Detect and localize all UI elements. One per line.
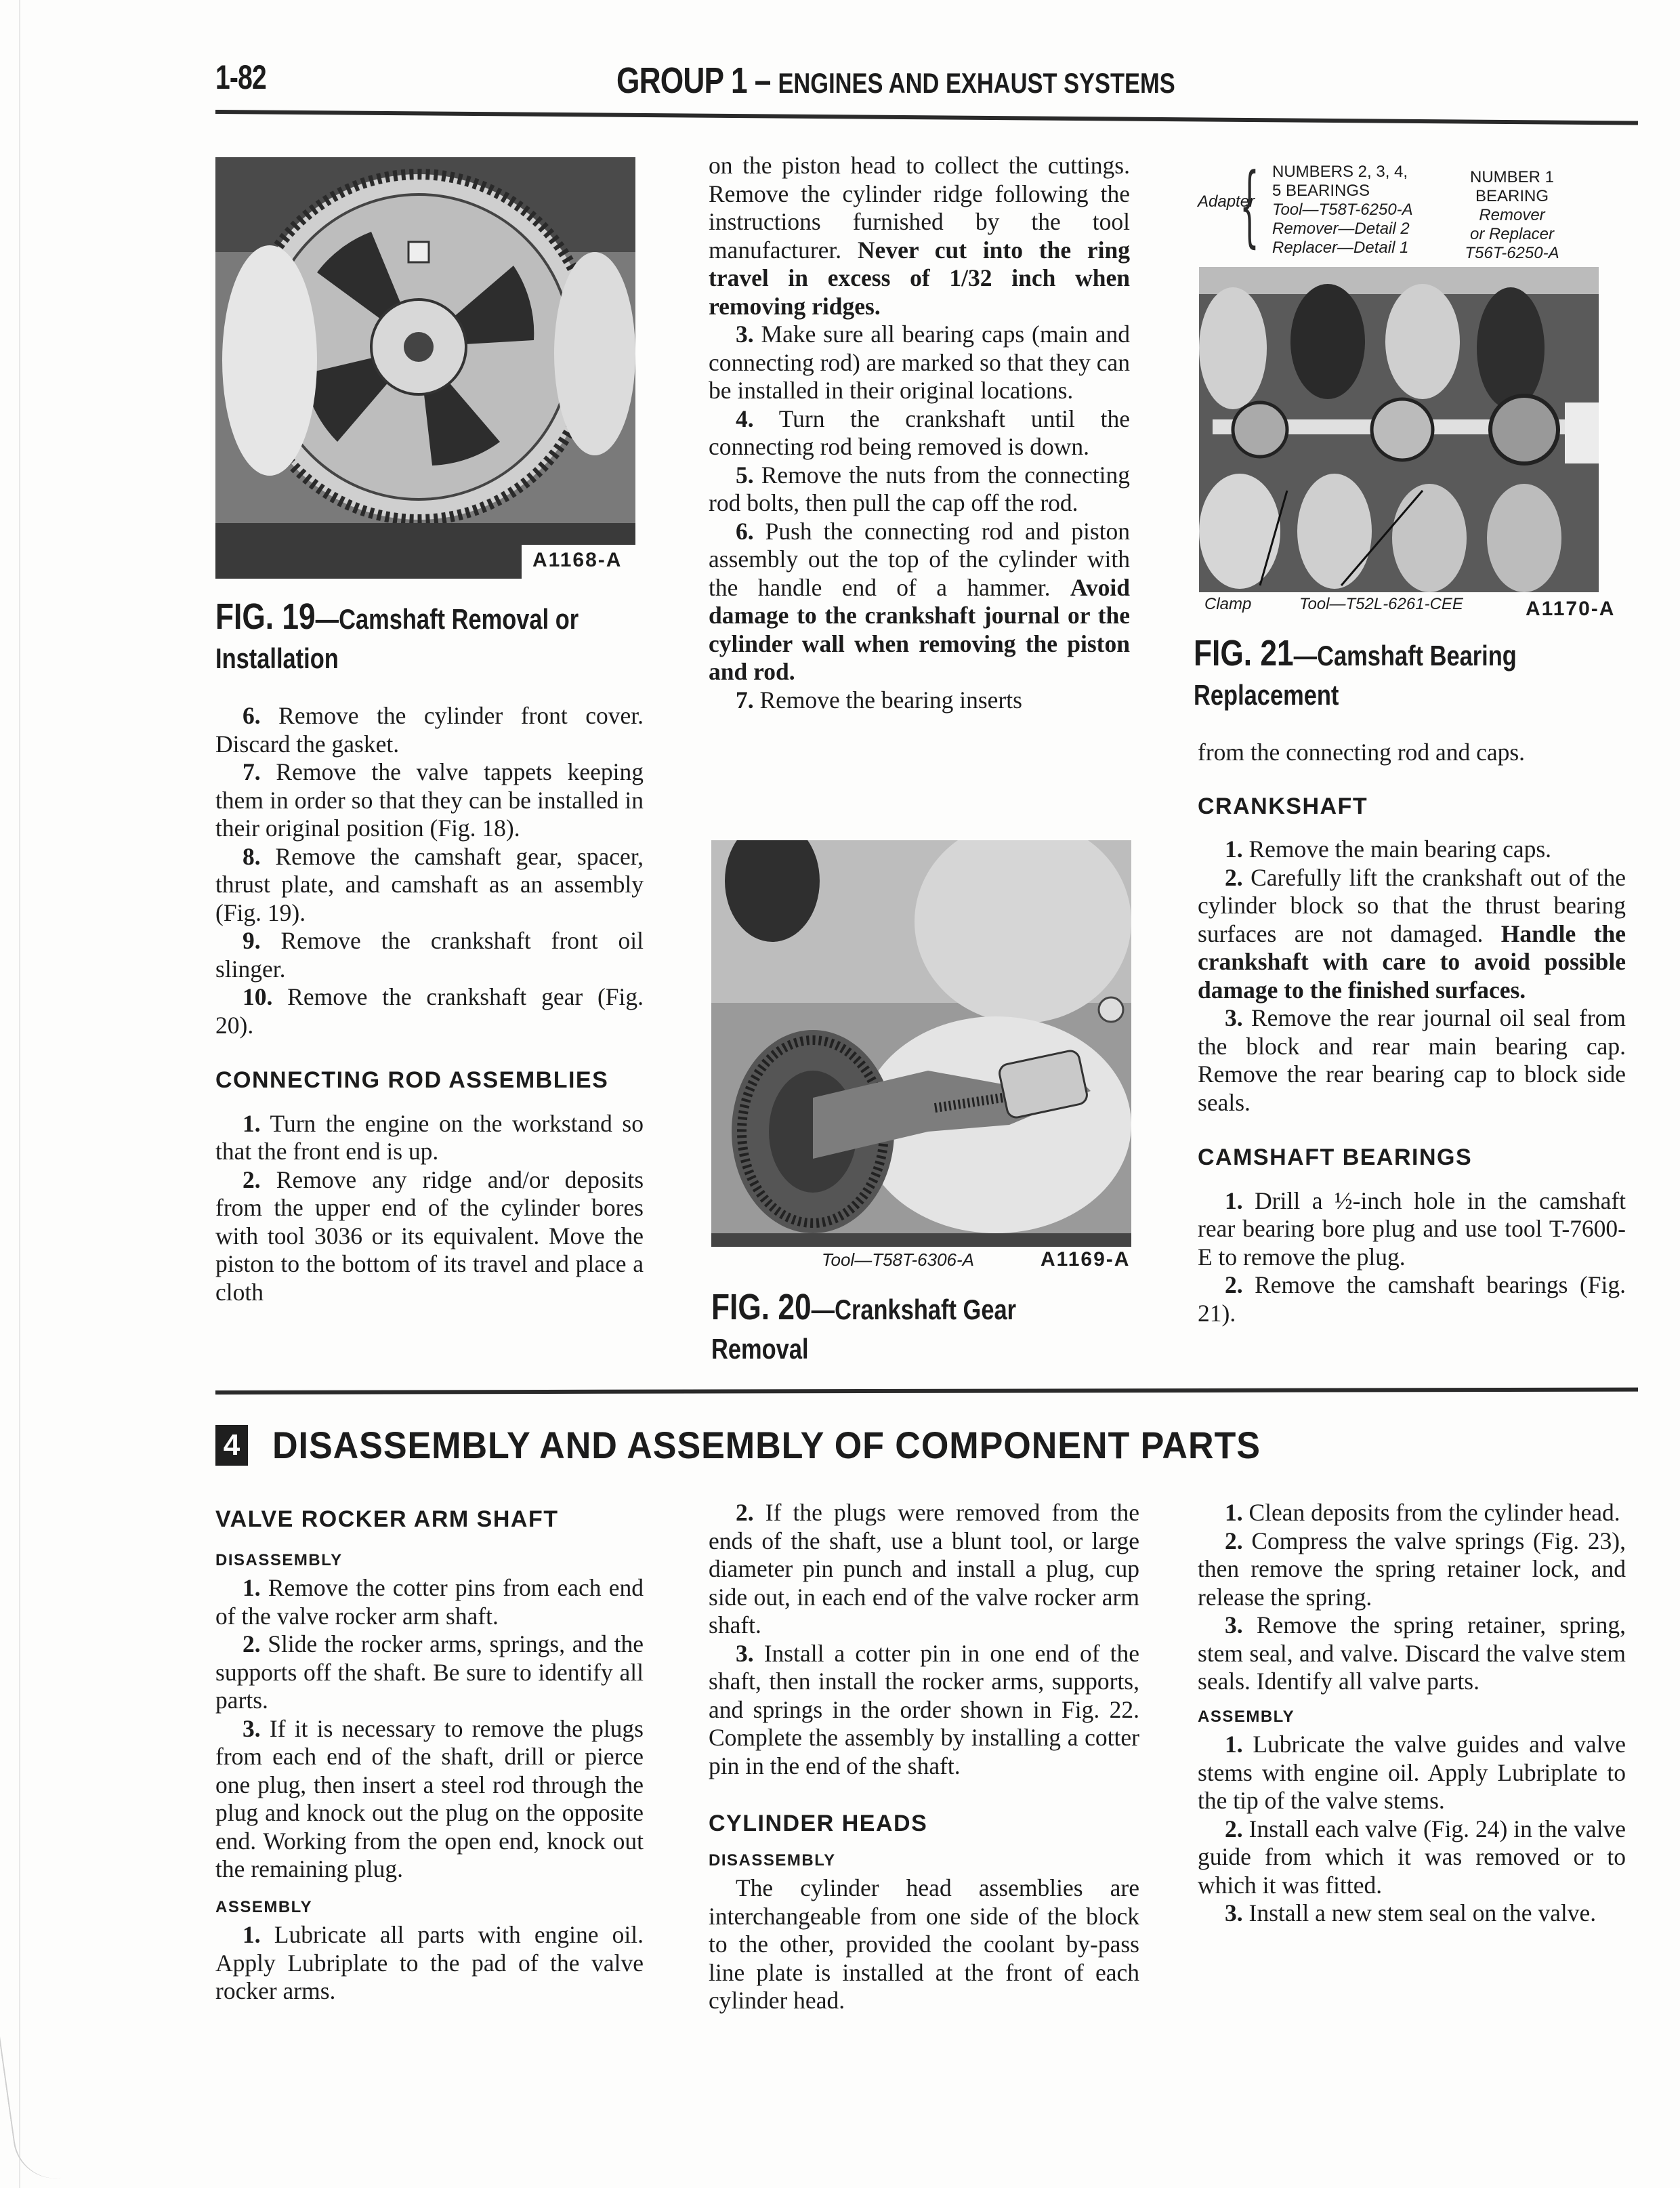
fig21-code: A1170-A xyxy=(1526,598,1616,620)
fig21-caption xyxy=(1194,633,1517,711)
fig19-caption xyxy=(215,596,579,675)
col2-top-text xyxy=(709,152,1130,714)
continued-paragraph: from the connecting rod and caps. xyxy=(1198,739,1526,766)
step: 6. Remove the cylinder front cover. Discard the gasket. xyxy=(215,702,644,758)
step: 3. Remove the rear journal oil seal from the block and rear main bearing cap. Remove the rear bearing cap to block side seals. xyxy=(1198,1004,1626,1116)
group-subtitle: ENGINES AND EXHAUST SYSTEMS xyxy=(778,67,1175,99)
heading-connecting-rod-assemblies: CONNECTING ROD ASSEMBLIES xyxy=(215,1067,609,1093)
step: 3. If it is necessary to remove the plugs from each end of the shaft, drill or pierce one plug, then insert a steel rod through the plug and knock out the plug on the opposite end. Working from the open end, knock out the remaining plug. xyxy=(215,1714,644,1882)
step: 2. Carefully lift the crankshaft out of the cylinder block so that the thrust bearing surfaces are not damaged. Handle the crankshaft with care to avoid possible damage to the finished surfaces. xyxy=(1198,863,1626,1004)
step: 7. Remove the bearing inserts xyxy=(736,686,1022,714)
step: 8. Remove the camshaft gear, spacer, thrust plate, and camshaft as an assembly (Fig. 19). xyxy=(215,842,644,926)
header-dash: – xyxy=(754,60,771,101)
step: 1. Clean deposits from the cylinder head. xyxy=(1225,1499,1620,1526)
step: 5. Remove the nuts from the connecting rod bolts, then pull the cap off the rod. xyxy=(709,461,1131,516)
fig21-clamp-label: Clamp xyxy=(1204,595,1252,613)
heading-crankshaft: CRANKSHAFT xyxy=(1198,793,1368,819)
fig21-tool-label: Tool—T52L-6261-CEE xyxy=(1299,595,1463,613)
camshaft-bearing-illustration xyxy=(1199,267,1599,592)
subheading-disassembly: DISASSEMBLY xyxy=(709,1851,836,1870)
fig21-photo-camshaft-bearing xyxy=(1199,267,1599,592)
camshaft-gear-illustration xyxy=(215,157,635,579)
paragraph: The cylinder head assemblies are interchangeable from one side of the block to the other, provided the coolant by-pass line plate is installed at the front of each cylinder head. xyxy=(709,1874,1139,2014)
fig20-tool-label: Tool—T58T-6306-A xyxy=(822,1250,974,1270)
section-banner xyxy=(215,1423,1335,1467)
subheading-disassembly: DISASSEMBLY xyxy=(215,1550,343,1569)
fig21-title-line2: Replacement xyxy=(1194,679,1339,711)
page-number: 1-82 xyxy=(215,58,266,96)
continued-paragraph: on the piston head to collect the cuttings. Remove the cylinder ridge following the instructions furnished by the tool manufacturer. Never cut into the ring travel in excess of 1/32 inch when removing ridges. xyxy=(709,152,1130,320)
step: 2. Remove any ridge and/or deposits from the upper end of the cylinder bores with tool 3036 or its equivalent. Move the piston to the bottom of its travel and place a cloth xyxy=(215,1165,644,1306)
fig19-title-line2: Installation xyxy=(215,642,339,674)
heading-camshaft-bearings: CAMSHAFT BEARINGS xyxy=(1198,1144,1473,1170)
fig21-title: —Camshaft Bearing xyxy=(1293,640,1517,672)
fig19-title: —Camshaft Removal or xyxy=(315,603,579,635)
col1-bottom-text xyxy=(215,1506,644,2006)
section-number-icon: 4 xyxy=(215,1425,248,1466)
step: 1. Remove the main bearing caps. xyxy=(1225,835,1552,863)
col1-top-text xyxy=(215,702,644,1306)
fig21-callout-adapter: Adapter xyxy=(1198,192,1255,211)
crankshaft-gear-illustration xyxy=(711,840,1131,1247)
step: 2. Compress the valve springs (Fig. 23), then remove the spring retainer lock, and release the spring. xyxy=(1198,1527,1626,1611)
step: 3. Install a new stem seal on the valve. xyxy=(1225,1899,1597,1926)
section-title: DISASSEMBLY AND ASSEMBLY OF COMPONENT PARTS xyxy=(272,1424,1261,1466)
fig20-caption xyxy=(711,1287,1017,1365)
step: 3. Make sure all bearing caps (main and connecting rod) are marked so that they can be installed in their original locations. xyxy=(709,321,1130,404)
fig19-number: FIG. 19 xyxy=(215,596,316,637)
fig20-title: —Crankshaft Gear xyxy=(811,1294,1017,1325)
col3-bottom-text xyxy=(1198,1499,1626,1928)
fig19-photo-camshaft-gear xyxy=(215,157,635,579)
fig20-title-line2: Removal xyxy=(711,1333,809,1365)
fig21-callout-left: NUMBERS 2, 3, 4, 5 BEARINGS Tool—T58T-6250-A Remover—Detail 2 Replacer—Detail 1 xyxy=(1272,163,1413,257)
heading-valve-rocker-arm-shaft: VALVE ROCKER ARM SHAFT xyxy=(215,1506,559,1532)
heading-cylinder-heads: CYLINDER HEADS xyxy=(709,1811,928,1836)
group-label: GROUP 1 xyxy=(616,60,747,101)
col2-bottom-text xyxy=(709,1499,1139,2015)
step: 1. Lubricate all parts with engine oil. Apply Lubriplate to the pad of the valve rocker arms. xyxy=(215,1921,644,2004)
step: 3. Install a cotter pin in one end of the shaft, then install the rocker arms, supports, and springs in the order shown in Fig. 22. Complete the assembly by installing a cotter pin in the end of the shaft. xyxy=(709,1639,1140,1779)
step: 4. Turn the crankshaft until the connecting rod being removed is down. xyxy=(709,405,1130,460)
fig21-brace: { xyxy=(1240,154,1259,257)
fig20-code: A1169-A xyxy=(1041,1248,1131,1271)
fig21-number: FIG. 21 xyxy=(1194,633,1294,674)
col3-top-text xyxy=(1198,739,1626,1327)
page-edge-shadow xyxy=(19,0,20,2188)
subheading-assembly: ASSEMBLY xyxy=(1198,1707,1295,1726)
running-header xyxy=(616,60,1175,102)
page-curl-mark xyxy=(0,1963,61,2184)
step: 1. Remove the cotter pins from each end of the valve rocker arm shaft. xyxy=(215,1574,644,1630)
step: 1. Turn the engine on the workstand so that the front end is up. xyxy=(215,1109,644,1165)
step: 3. Remove the spring retainer, spring, stem seal, and valve. Discard the valve stem seals. Identify all valve parts. xyxy=(1198,1611,1626,1695)
header-rule xyxy=(215,110,1638,125)
step: 2. Install each valve (Fig. 24) in the valve guide from which it was removed or to which it was fitted. xyxy=(1198,1815,1626,1899)
step: 7. Remove the valve tappets keeping them in order so that they can be installed in their original position (Fig. 18). xyxy=(215,758,644,842)
fig21-callout-right: NUMBER 1 BEARING Remover or Replacer T56T-6250-A xyxy=(1465,168,1559,262)
section-rule xyxy=(215,1388,1638,1395)
fig20-number: FIG. 20 xyxy=(711,1287,812,1327)
step: 9. Remove the crankshaft front oil slinger. xyxy=(215,927,644,983)
fig20-photo-crankshaft-gear xyxy=(711,840,1131,1247)
step: 1. Drill a ½-inch hole in the camshaft rear bearing bore plug and use tool T-7600-E to remove the plug. xyxy=(1198,1186,1626,1271)
step: 6. Push the connecting rod and piston assembly out the top of the cylinder with the handle end of a hammer. Avoid damage to the crankshaft journal or the cylinder wall when removing the piston and rod. xyxy=(709,517,1131,685)
step: 1. Lubricate the valve guides and valve stems with engine oil. Apply Lubriplate to the tip of the valve stems. xyxy=(1198,1731,1626,1814)
step: 2. If the plugs were removed from the ends of the shaft, use a blunt tool, or large diameter pin punch and install a plug, cup side out, in each end of the valve rocker arm shaft. xyxy=(709,1499,1139,1638)
step: 2. Remove the camshaft bearings (Fig. 21). xyxy=(1198,1271,1626,1327)
subheading-assembly: ASSEMBLY xyxy=(215,1897,313,1916)
step: 10. Remove the crankshaft gear (Fig. 20). xyxy=(215,983,644,1039)
fig19-code: A1168-A xyxy=(532,549,623,571)
step: 2. Slide the rocker arms, springs, and the supports off the shaft. Be sure to identify all parts. xyxy=(215,1630,644,1714)
